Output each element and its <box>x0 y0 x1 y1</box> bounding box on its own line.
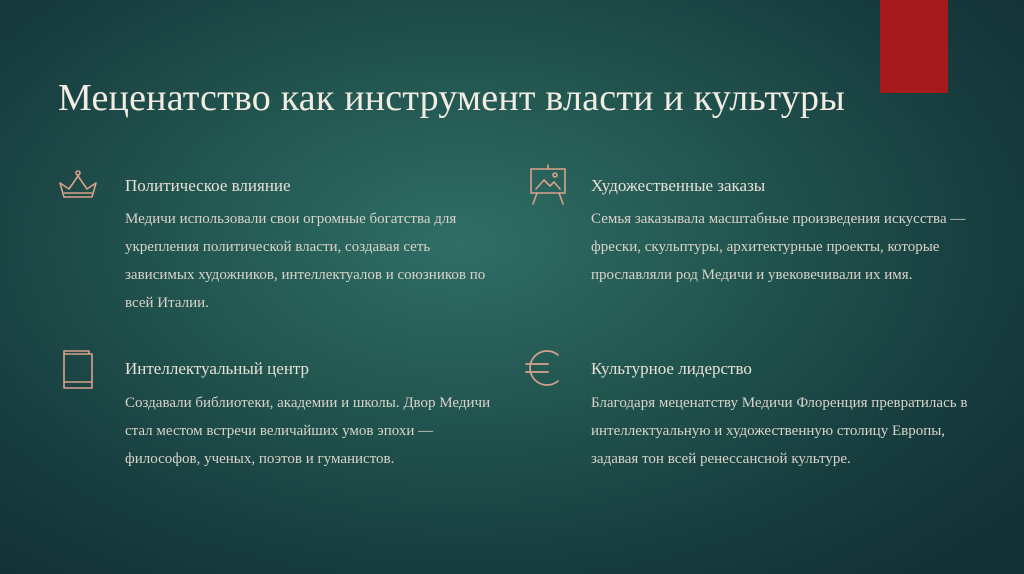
accent-bar <box>880 0 948 93</box>
item-heading: Политическое влияние <box>125 176 291 195</box>
item-body: Создавали библиотеки, академии и школы. Двор Медичи стал местом встречи величайших умов эпохи — философов, ученых, поэтов и гуманистов. <box>125 395 491 467</box>
easel-icon <box>526 162 570 206</box>
item-body: Семья заказывала масштабные произведения искусства — фрески, скульптуры, архитектурные проекты, которые прославляли род Медичи и увековечивали их имя. <box>591 211 966 283</box>
crown-icon <box>56 164 100 208</box>
item-heading: Интеллектуальный центр <box>125 359 310 378</box>
item-heading: Культурное лидерство <box>591 359 752 378</box>
item-body: Медичи использовали свои огромные богатства для укрепления политической власти, создавая сеть зависимых художников, интеллектуалов и союзников по всей Италии. <box>125 211 486 311</box>
book-icon <box>56 346 100 390</box>
slide-title: Меценатство как инструмент власти и культуры <box>58 77 845 119</box>
item-body: Благодаря меценатству Медичи Флоренция превратилась в интеллектуальную и художественную столицу Европы, задавая тон всей ренессансной культуре. <box>591 395 968 467</box>
euro-icon <box>522 346 566 390</box>
item-heading: Художественные заказы <box>591 176 766 195</box>
